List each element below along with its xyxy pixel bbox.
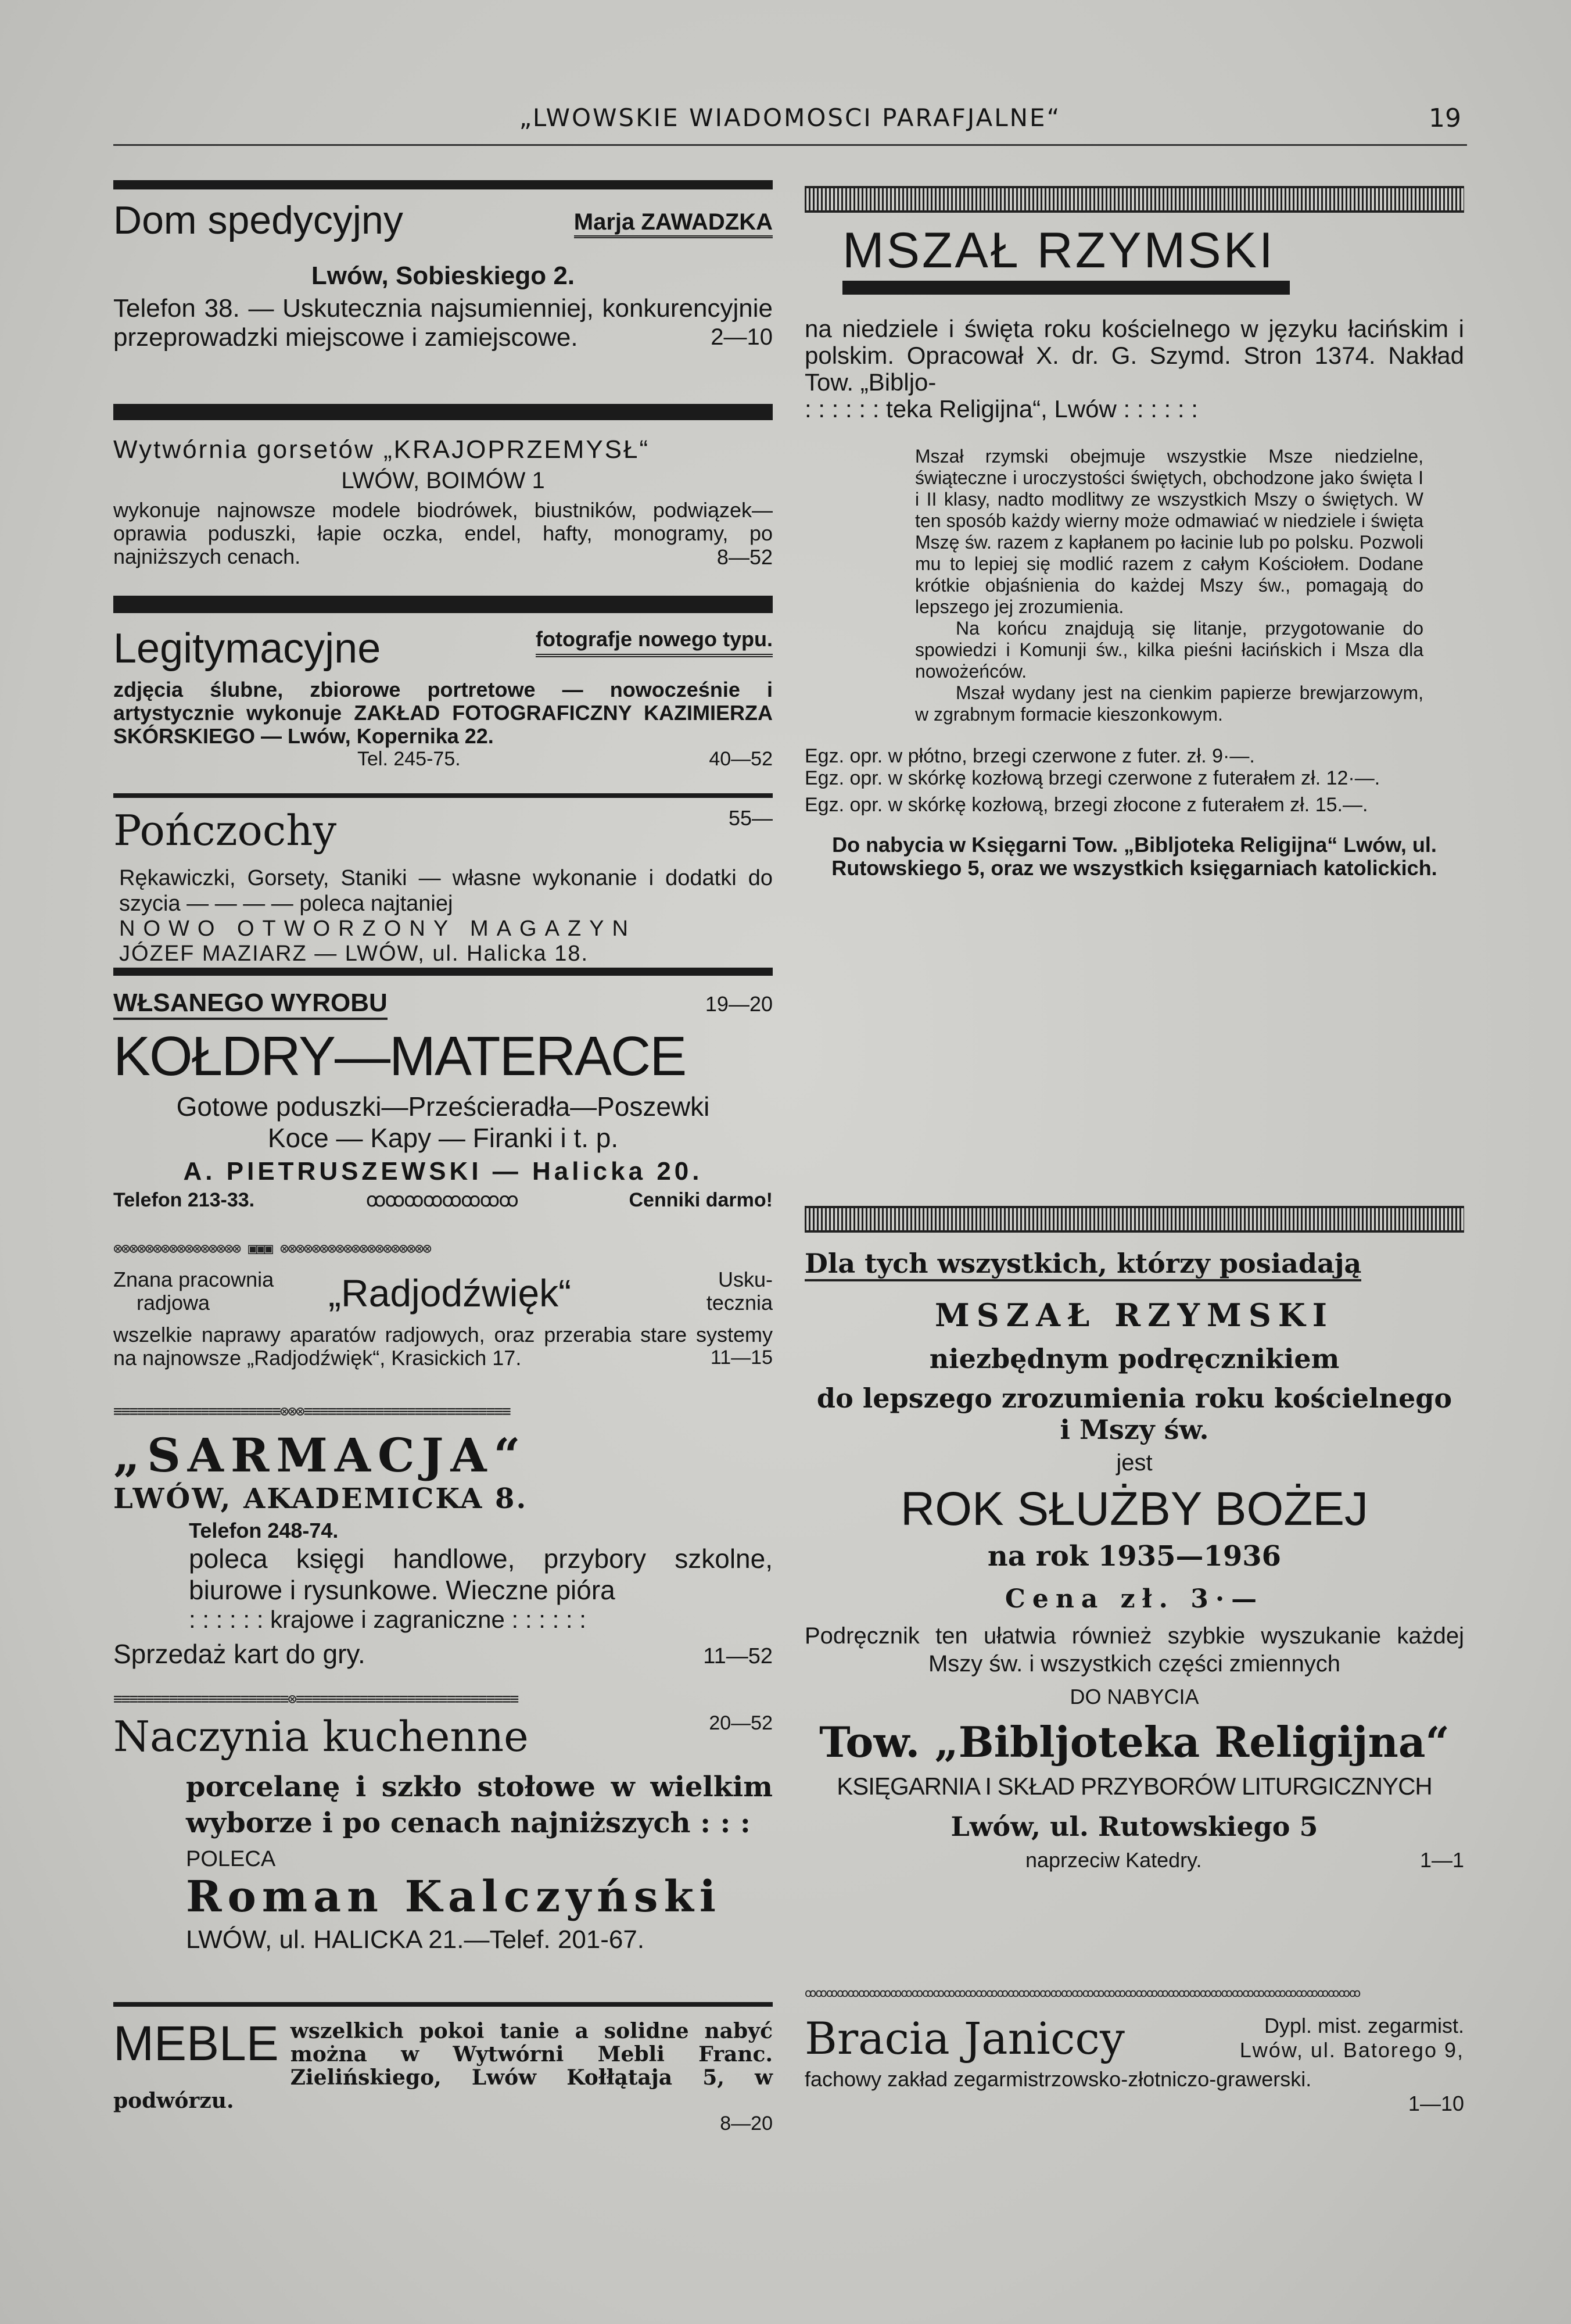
ad-title: Naczynia kuchenne	[113, 1712, 529, 1761]
ad-line1: Gotowe poduszki—Prześcieradła—Poszewki	[176, 1091, 710, 1122]
ad-text: fachowy zakład zegarmistrzowsko-złotniczo-grawerski.	[805, 2067, 1312, 2091]
ad-title: Dom spedycyjny	[113, 198, 403, 242]
ad-line2: Koce — Kapy — Firanki i t. p.	[267, 1123, 619, 1153]
ad-text: zdjęcia ślubne, zbiorowe portretowe — nowocześnie i artystycznie wykonuje ZAKŁAD FOTOGRAFICZNY KAZIMIERZA SKÓRSKIEGO — Lwów, Kopernika 22.	[113, 678, 773, 748]
ad-title: Pończochy	[113, 806, 337, 855]
ad-footer	[113, 1188, 773, 1212]
ornament-band: ≡≡≡≡≡≡≡≡≡≡≡≡≡≡≡≡≡≡≡≡≡⊗⊗⊗≡≡≡≡≡≡≡≡≡≡≡≡≡≡≡≡≡≡≡≡≡≡≡≡≡≡	[113, 1403, 510, 1420]
ad-legitymacyjne	[113, 596, 773, 771]
ad-sarmacja	[113, 1403, 773, 1670]
ad-code: 11—52	[703, 1644, 773, 1668]
ad-price: Cena zł. 3·—	[1005, 1584, 1264, 1614]
rule	[113, 180, 773, 189]
ad-desc3: Mszał wydany jest na cienkim papierze brewjarzowym, w zgrabnym formacie kieszonkowym.	[915, 682, 1423, 725]
ad-radjodzwiek	[113, 1241, 773, 1369]
ad-title: „Radjodźwięk“	[328, 1272, 572, 1315]
journal-title: „LWOWSKIE WIADOMOSCI PARAFJALNE“	[519, 103, 1061, 132]
ad-code: 1—10	[1408, 2092, 1464, 2115]
ad-intro: na niedziele i święta roku kościelnego w języku łacińskim i polskim. Opracował X. dr. G. Szymd. Stron 1374. Nakład Tow. „Bibljo-	[805, 315, 1464, 396]
ad-text: wszelkie naprawy aparatów radjowych, oraz przerabia stare systemy na najnowsze „Radjodźwięk“, Krasickich 17.	[113, 1323, 773, 1370]
ad-phone: Tel. 245-75.	[357, 748, 461, 770]
ad-line5: jest	[1116, 1450, 1153, 1476]
ad-title: Wytwórnia gorsetów „KRAJOPRZEMYSŁ“	[113, 435, 650, 464]
ad-intro2: : : : : : : teka Religijna“, Lwów : : : : : :	[805, 395, 1198, 422]
ad-title: „SARMACJA“	[113, 1428, 528, 1483]
ad-title: MSZAŁ RZYMSKI	[842, 223, 1275, 278]
ad-buy: DO NABYCIA	[1070, 1685, 1199, 1709]
ad-address: LWÓW, ul. HALICKA 21.—Telef. 201-67.	[186, 1925, 645, 1954]
ad-description	[805, 446, 1464, 725]
ad-code: 8—20	[720, 2112, 773, 2135]
ad-ponczochy	[113, 793, 773, 966]
ad-code: 20—52	[709, 1712, 773, 1734]
ad-koldry-materace	[113, 968, 773, 1212]
ad-text: poleca księgi handlowe, przybory szkolne, biurowe i rysunkowe. Wieczne pióra	[189, 1544, 773, 1605]
ornament-band: ꝏꝏꝏꝏꝏꝏꝏꝏꝏꝏꝏꝏꝏꝏꝏꝏꝏꝏꝏꝏꝏꝏꝏꝏꝏꝏꝏꝏꝏꝏꝏꝏꝏꝏꝏꝏꝏꝏꝏꝏꝏꝏꝏꝏꝏꝏꝏꝏꝏꝏꝏꝏ	[805, 1986, 1360, 2000]
ad-line1: MSZAŁ RZYMSKI	[934, 1297, 1335, 1334]
ad-post2: tecznia	[706, 1291, 773, 1315]
ad-cennik: Cenniki darmo!	[629, 1189, 773, 1211]
ad-pre1: Znana pracownia	[113, 1267, 274, 1291]
ad-address: Lwów, Sobieskiego 2.	[311, 262, 575, 290]
ad-name: Roman Kalczyński	[186, 1872, 722, 1922]
ad-text: Rękawiczki, Gorsety, Staniki — własne wykonanie i dodatki do szycia — — — — poleca najtaniej	[119, 866, 773, 916]
ad-sub2: Lwów, ul. Batorego 9,	[1239, 2038, 1464, 2062]
ad-year: na rok 1935—1936	[987, 1540, 1282, 1573]
ad-address: LWÓW, AKADEMICKA 8.	[113, 1483, 528, 1515]
ad-shop: NOWO OTWORZONY MAGAZYN	[119, 916, 636, 941]
ad-line3: Sprzedaż kart do gry.	[113, 1639, 365, 1669]
ad-code: 1—1	[1419, 1848, 1464, 1872]
hatched-band	[805, 186, 1464, 213]
running-header	[113, 98, 1467, 146]
ad-shop: KSIĘGARNIA I SKŁAD PRZYBORÓW LITURGICZNYCH	[837, 1772, 1432, 1800]
rule	[113, 2002, 773, 2007]
ad-title: KOŁDRY—MATERACE	[113, 1025, 686, 1087]
ad-title: Legitymacyjne	[113, 625, 381, 672]
ornament-band: ⊗⊗⊗⊗⊗⊗⊗⊗⊗⊗⊗⊗⊗⊗⊗⊗ ▣▣▣ ⊗⊗⊗⊗⊗⊗⊗⊗⊗⊗⊗⊗⊗⊗⊗⊗⊗⊗⊗	[113, 1241, 431, 1257]
ad-phone: Telefon 213-33.	[113, 1189, 255, 1211]
ad-phone: Telefon 248-74.	[189, 1519, 339, 1542]
ornament-band: ≡≡≡≡≡≡≡≡≡≡≡≡≡≡≡≡≡≡≡≡≡≡⊗≡≡≡≡≡≡≡≡≡≡≡≡≡≡≡≡≡≡≡≡≡≡≡≡≡≡≡≡	[113, 1691, 518, 1707]
ad-owner: JÓZEF MAZIARZ — LWÓW, ul. Halicka 18.	[119, 941, 589, 966]
ad-desc2: Na końcu znajdują się litanje, przygotowanie do spowiedzi i Komunji św., kilka pieśni łacińskich i Msza dla nowożeńców.	[915, 618, 1423, 682]
rule	[113, 404, 773, 420]
rule	[113, 596, 773, 613]
ad-text: Podręcznik ten ułatwia również szybkie wyszukanie każdej Mszy św. i wszystkich części zmiennych	[805, 1623, 1464, 1677]
ad-address: Lwów, ul. Rutowskiego 5	[951, 1811, 1318, 1842]
ad-top: WŁSANEGO WYROBU	[113, 989, 388, 1020]
ad-code: 40—52	[709, 748, 773, 770]
ad-footer	[113, 748, 773, 771]
ad-footer	[805, 1848, 1464, 1874]
ad-line2: niezbędnym podręcznikiem	[929, 1343, 1340, 1374]
ad-pre2: radjowa	[137, 1291, 210, 1315]
ad-line3: do lepszego zrozumienia roku kościelnego	[816, 1383, 1452, 1414]
ad-name: Marja ZAWADZKA	[574, 209, 773, 238]
ad-code: 11—15	[710, 1347, 773, 1369]
ad-mszal-rzymski	[805, 186, 1464, 880]
ad-rok-sluzby-bozej	[805, 1206, 1464, 1874]
rule	[113, 968, 773, 976]
ad-code: 2—10	[711, 324, 773, 350]
page-number: 19	[1429, 103, 1461, 133]
ad-address: LWÓW, BOIMÓW 1	[341, 468, 545, 493]
ornament: ꝏꝏꝏꝏꝏꝏꝏꝏ	[365, 1189, 518, 1211]
price-1: Egz. opr. w płótno, brzegi czerwone z futer. zł. 9·—.	[805, 745, 1255, 767]
ad-code: 19—20	[705, 992, 773, 1016]
ad-code: 8—52	[716, 545, 773, 569]
ad-near: naprzeciw Katedry.	[1025, 1848, 1202, 1872]
ad-text: Telefon 38. — Uskutecznia najsumienniej, konkurencyjnie przeprowadzki miejscowe i zamiejscowe.	[113, 294, 773, 352]
price-3: Egz. opr. w skórkę kozłową, brzegi złocone z futerałem zł. 15.—.	[805, 794, 1368, 816]
ad-line2: : : : : : : krajowe i zagraniczne : : : : : :	[189, 1606, 586, 1633]
ad-desc: Mszał rzymski obejmuje wszystkie Msze niedzielne, świąteczne i uroczystości świętych, obchodzone jako święta I i II klasy, nadto modlitwy ze wszystkich Mszy o świętych. W ten sposób każdy wierny może odmawiać w niedziele i święta Mszę św. razem z kapłanem po łacinie lub po polsku. Pozwoli mu to lepiej się modlić razem z całym Kościołem. Dodane krótkie objaśnienia do każdej Mszy św., pomagają do lepszego jej zrozumienia.	[915, 446, 1423, 617]
ad-text: wykonuje najnowsze modele biodrówek, biustników, podwiązek—oprawia poduszki, łapie oczka, endel, hafty, monogramy, po najniższych cenach.	[113, 498, 773, 568]
ad-sub1: Dypl. mist. zegarmist.	[1264, 2014, 1464, 2037]
ad-bracia-janiccy	[805, 1985, 1464, 2116]
rule	[113, 793, 773, 798]
hatched-band	[805, 1206, 1464, 1233]
ad-meble	[113, 2002, 773, 2135]
ad-poleca: POLECA	[186, 1847, 276, 1871]
ad-naczynia-kuchenne	[113, 1691, 773, 1954]
ad-org: Tow. „Bibljoteka Religijna“	[819, 1717, 1450, 1767]
ad-title: MEBLE	[113, 2016, 279, 2071]
ad-post1: Usku-	[718, 1267, 773, 1291]
ad-owner: A. PIETRUSZEWSKI — Halicka 20.	[183, 1157, 703, 1186]
ad-title: ROK SŁUŻBY BOŻEJ	[900, 1483, 1369, 1535]
ad-title: Bracia Janiccy	[805, 2013, 1125, 2064]
ad-krajoprzemysl	[113, 404, 773, 570]
ad-head: Dla tych wszystkich, którzy posiadają	[805, 1248, 1361, 1281]
rule	[842, 281, 1290, 295]
ad-text: wszelkich pokoi tanie a solidne nabyć można w Wytwórni Mebli Franc. Zielińskiego, Lwów Kołłątaja 5, w podwórzu.	[113, 2019, 773, 2113]
ad-buy: Do nabycia w Księgarni Tow. „Bibljoteka Religijna“ Lwów, ul. Rutowskiego 5, oraz we wszystkich księgarniach katolickich.	[831, 833, 1437, 880]
ad-text: porcelanę i szkło stołowe w wielkim wyborze i po cenach najniższych : : :	[186, 1771, 773, 1839]
ad-footer	[113, 1638, 773, 1670]
ad-code: 55—	[728, 806, 773, 830]
ad-line4: i Mszy św.	[1060, 1414, 1209, 1445]
ad-dom-spedycyjny	[113, 180, 773, 350]
price-2: Egz. opr. w skórkę kozłową brzegi czerwone z futerałem zł. 12·—.	[805, 767, 1380, 789]
ad-subtitle: fotografje nowego typu.	[536, 627, 773, 657]
